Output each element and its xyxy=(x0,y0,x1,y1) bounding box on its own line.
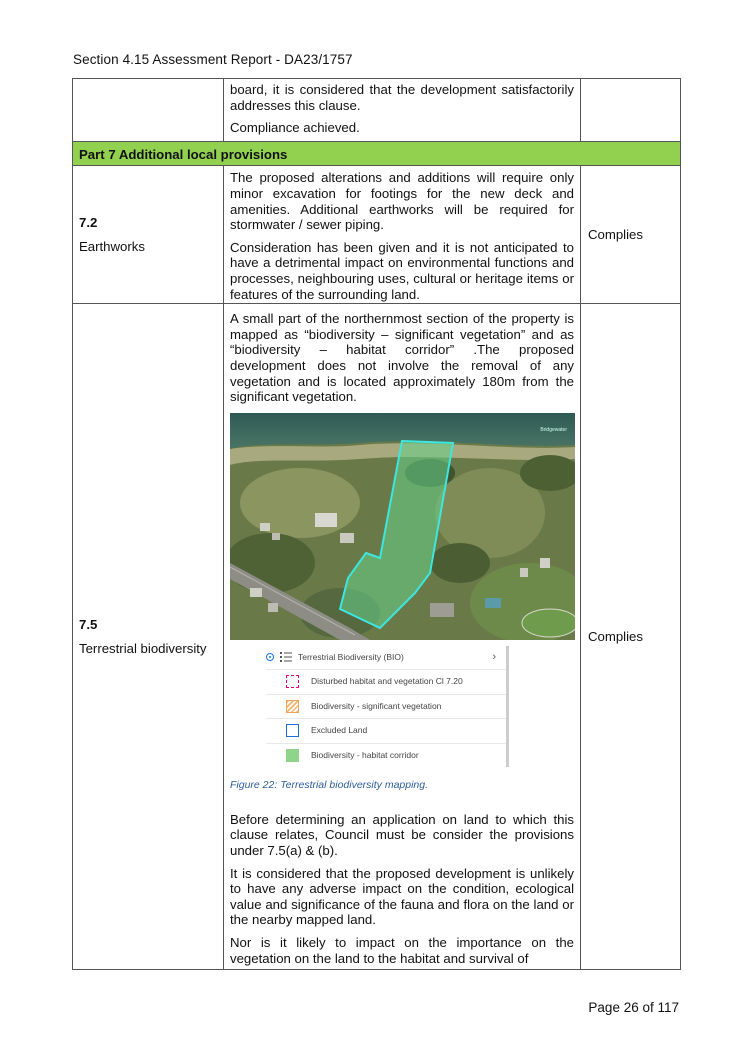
assessment-cell xyxy=(224,166,581,304)
assessment-text: Before determining an application on land to which this clause relates, Council must be consider the provisions under 7.5(a) & (b). xyxy=(230,811,574,858)
clause-cell-empty xyxy=(73,79,224,142)
legend-item xyxy=(266,695,506,720)
status-cell: Complies xyxy=(581,166,681,304)
legend-item-label: Excluded Land xyxy=(311,725,368,736)
assessment-text: Consideration has been given and it is not anticipated to have a detrimental impact on environmental functions and processes, neighbouring uses, cultural or heritage items or features of the surrounding land. xyxy=(230,239,574,302)
assessment-text: It is considered that the proposed development is unlikely to have any adverse impact on the condition, ecological value and significance of the fauna and flora on the land or the nearby mapped land. xyxy=(230,865,574,928)
table-row xyxy=(73,79,681,142)
biodiversity-aerial-map xyxy=(230,413,575,640)
habitat-corridor-swatch-icon xyxy=(286,749,299,762)
clause-number: 7.5 xyxy=(79,616,98,632)
status-cell: Complies xyxy=(581,304,681,970)
legend-item xyxy=(266,744,506,768)
figure-caption: Figure 22: Terrestrial biodiversity mapping. xyxy=(230,779,429,792)
clause-number: 7.2 xyxy=(79,214,98,230)
assessment-text: The proposed alterations and additions will require only minor excavation for footings for the new deck and amenities. Additional earthworks will be required for stormwater / sewer piping. xyxy=(230,170,574,233)
assessment-text: Nor is it likely to impact on the importance on the vegetation on the land to the habitat and survival of xyxy=(230,934,574,966)
disturbed-habitat-swatch-icon xyxy=(286,675,299,688)
page-header-title: Section 4.15 Assessment Report - DA23/1757 xyxy=(73,52,353,67)
clause-cell xyxy=(73,166,224,304)
part-header: Part 7 Additional local provisions xyxy=(73,141,681,166)
assessment-text: board, it is considered that the development satisfactorily addresses this clause. xyxy=(230,82,574,113)
map-legend xyxy=(266,646,509,768)
legend-item-label: Biodiversity - significant vegetation xyxy=(311,700,442,711)
assessment-table xyxy=(72,78,681,970)
excluded-land-swatch-icon xyxy=(286,724,299,737)
assessment-text: A small part of the northernmost section of the property is mapped as “biodiversity – significant vegetation” and as “biodiversity – habitat corridor” .The proposed development does not involve the removal of any vegetation and is located approximately 180m from the significant vegetation. xyxy=(230,311,574,405)
page-number: Page 26 of 117 xyxy=(588,1000,679,1015)
assessment-cell xyxy=(224,304,581,970)
table-row xyxy=(73,166,681,304)
clause-name: Terrestrial biodiversity xyxy=(79,641,207,657)
aerial-photo xyxy=(230,413,575,640)
layers-icon xyxy=(280,652,292,662)
significant-vegetation-swatch-icon xyxy=(286,700,299,713)
legend-item xyxy=(266,719,506,744)
legend-item xyxy=(266,670,506,695)
table-row xyxy=(73,304,681,970)
legend-item-label: Biodiversity - habitat corridor xyxy=(311,749,419,760)
status-cell-empty xyxy=(581,79,681,142)
clause-name: Earthworks xyxy=(79,239,145,255)
radio-selected-icon[interactable] xyxy=(266,653,274,661)
clause-cell xyxy=(73,304,224,970)
assessment-cell xyxy=(224,79,581,142)
chevron-right-icon[interactable]: › xyxy=(492,650,496,663)
assessment-text: Compliance achieved. xyxy=(230,120,360,136)
legend-layer-header[interactable] xyxy=(266,646,506,671)
legend-layer-title: Terrestrial Biodiversity (BIO) xyxy=(298,651,404,662)
map-road-label: Bridgewater xyxy=(540,426,567,433)
legend-item-label: Disturbed habitat and vegetation Cl 7.20 xyxy=(311,676,463,687)
part-header-row xyxy=(73,141,681,166)
